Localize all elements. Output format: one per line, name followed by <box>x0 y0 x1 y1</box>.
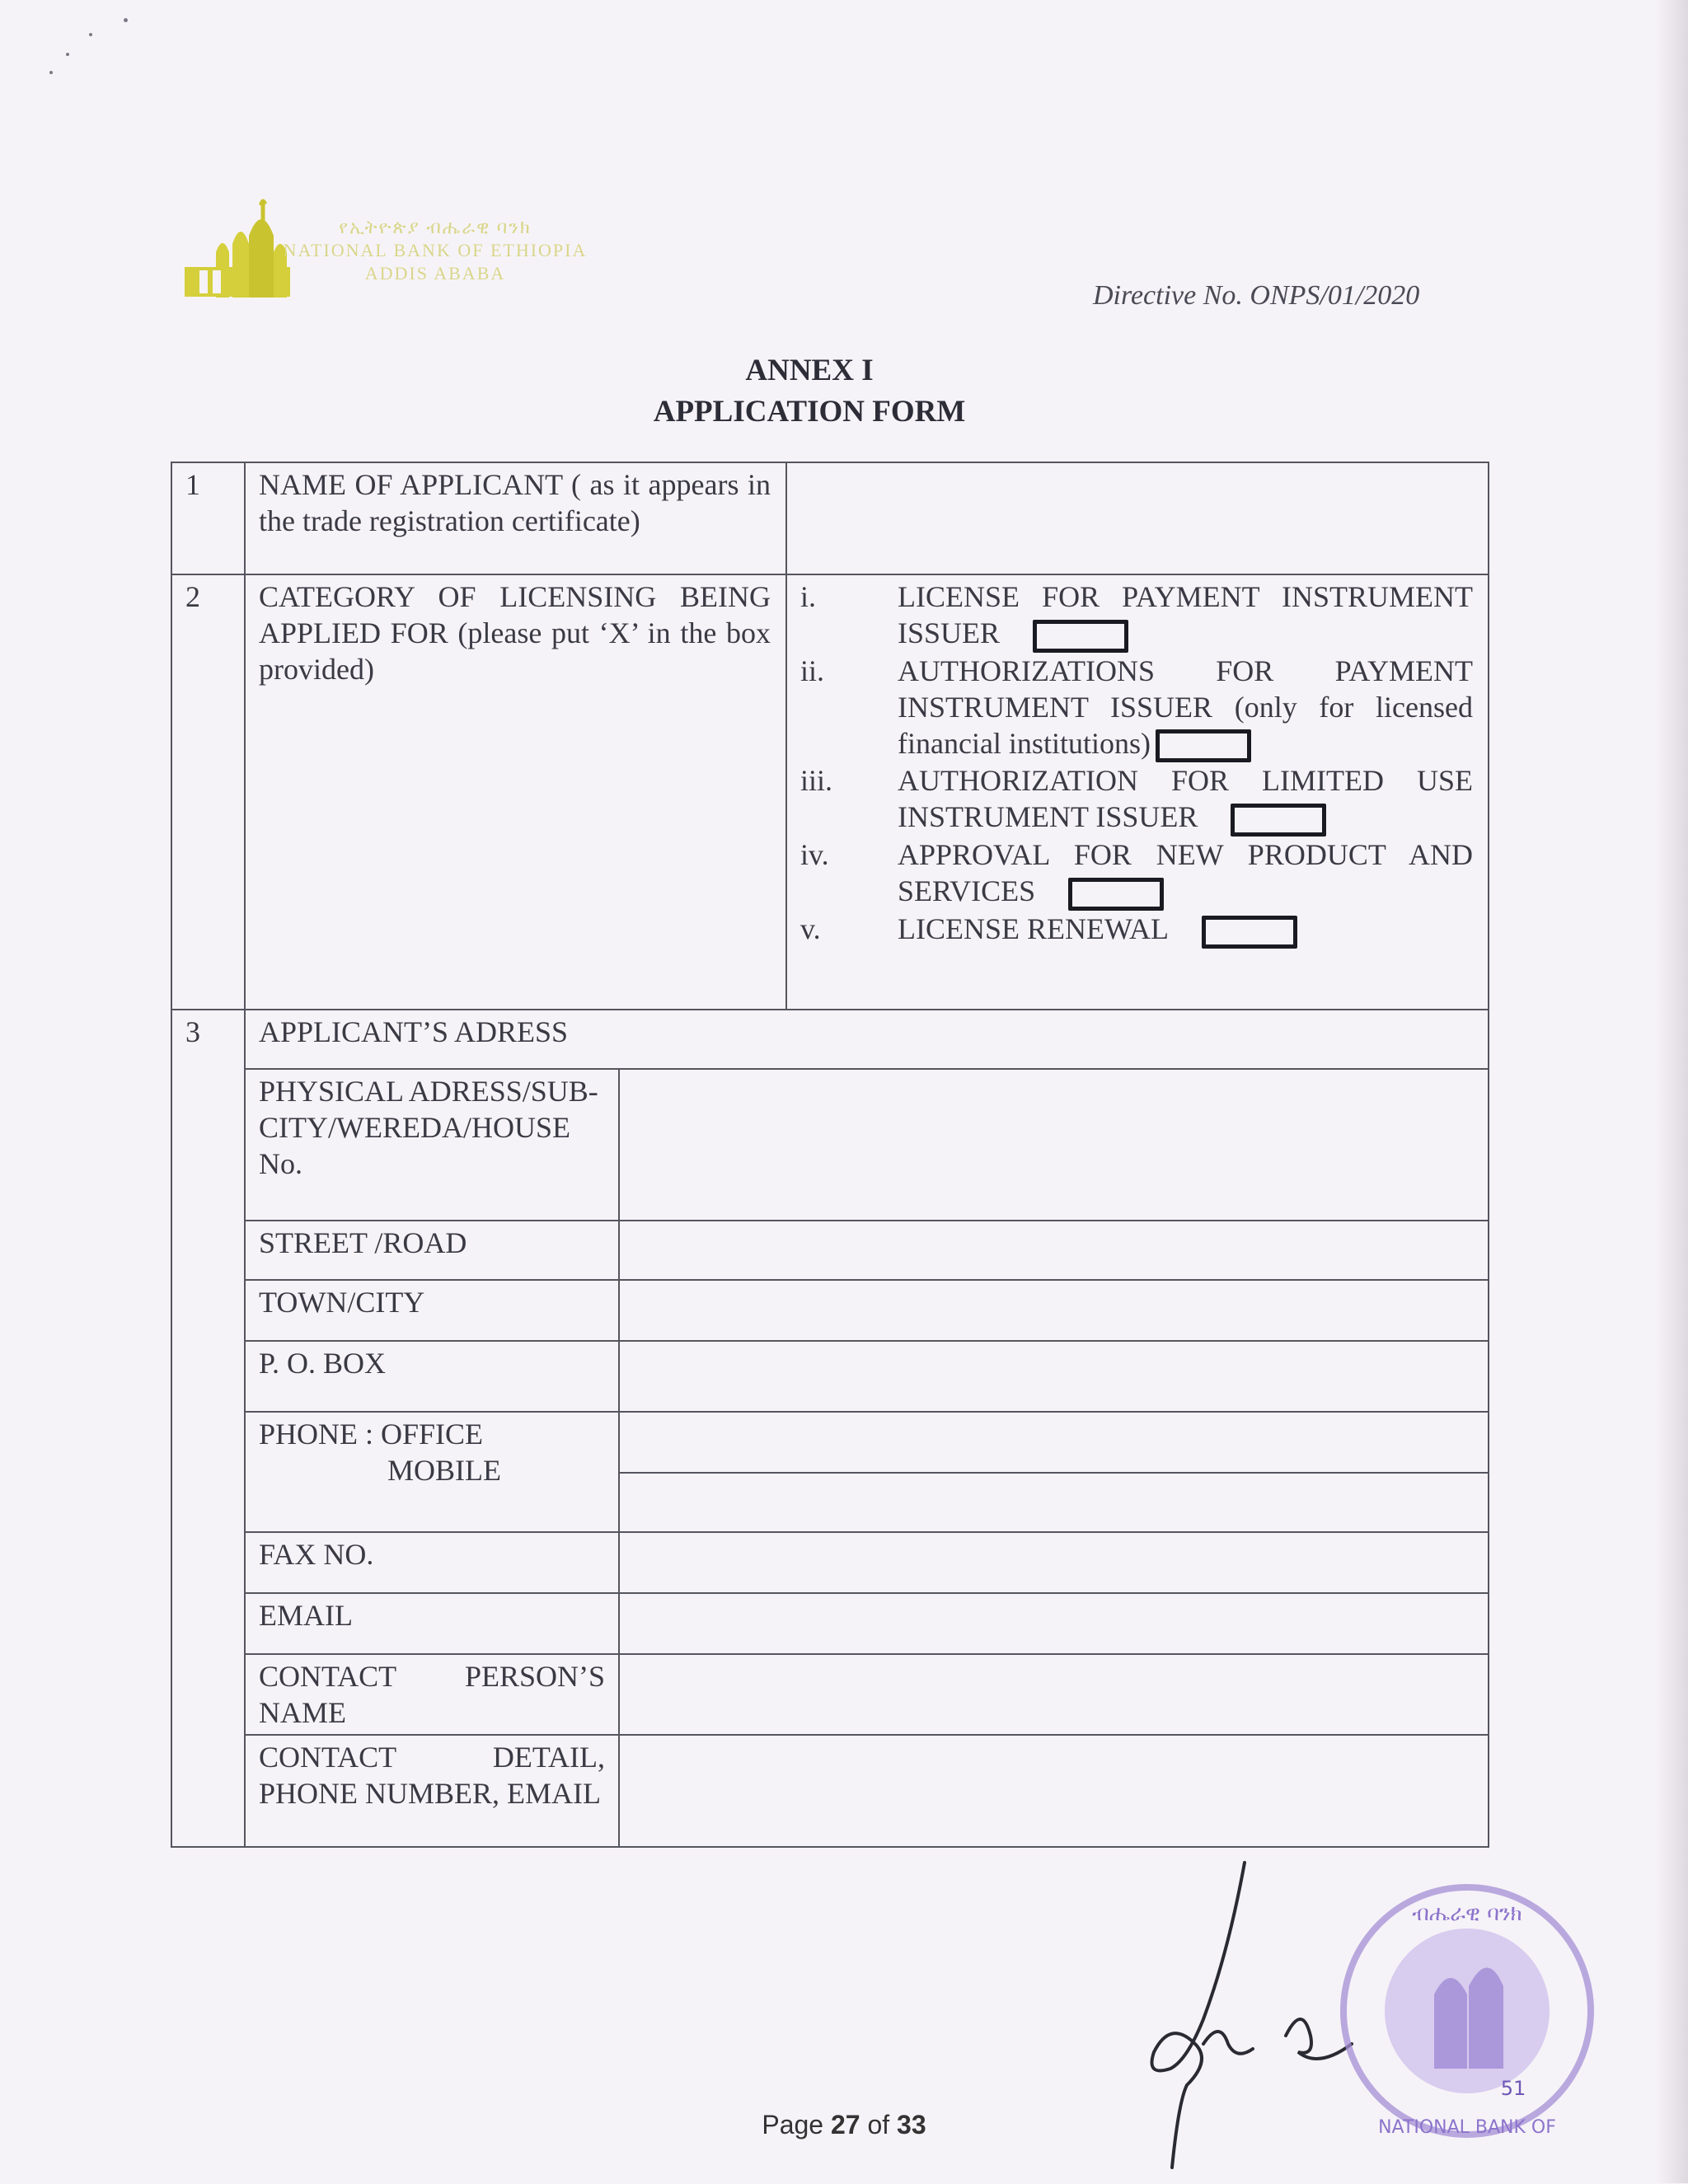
option-label: LICENSE FOR PAYMENT INSTRUMENT ISSUER <box>898 580 1473 649</box>
option-checkbox[interactable] <box>1231 804 1326 837</box>
form-title: APPLICATION FORM <box>653 395 966 429</box>
street-field[interactable] <box>619 1221 1489 1280</box>
scan-speck <box>49 71 53 74</box>
phone-office-field[interactable] <box>619 1412 1489 1473</box>
address-row-contact-name <box>171 1654 1489 1735</box>
option-numeral: iv. <box>800 838 829 872</box>
scan-speck <box>89 33 92 36</box>
email-field[interactable] <box>619 1593 1489 1654</box>
option-label: AUTHORIZATION FOR LIMITED USE INSTRUMENT ISSUER <box>898 764 1473 834</box>
row-number: 3 <box>171 1010 245 1847</box>
email-label: EMAIL <box>245 1593 619 1654</box>
address-row-phone-office <box>171 1412 1489 1473</box>
option-license-payment-issuer <box>800 579 1473 653</box>
option-numeral: ii. <box>800 654 825 687</box>
row-number: 1 <box>171 462 245 574</box>
town-label: TOWN/CITY <box>245 1280 619 1341</box>
option-checkbox[interactable] <box>1156 729 1251 762</box>
pobox-field[interactable] <box>619 1341 1489 1412</box>
page-footer <box>0 2110 1688 2140</box>
license-category-label: CATEGORY OF LICENSING BEING APPLIED FOR (please put ‘X’ in the box provided) <box>245 574 786 1010</box>
option-label: AUTHORIZATIONS FOR PAYMENT INSTRUMENT ISSUER (only for licensed financial institutions) <box>898 654 1473 760</box>
form-row-3-header <box>171 1010 1489 1069</box>
phone-label <box>245 1412 619 1532</box>
option-checkbox[interactable] <box>1033 620 1128 653</box>
applicant-name-field[interactable] <box>786 462 1489 574</box>
logo-line-city: ADDIS ABABA <box>364 263 506 284</box>
page-edge-shadow <box>1655 0 1688 2183</box>
address-row-pobox <box>171 1341 1489 1412</box>
official-stamp <box>1327 1871 1607 2151</box>
street-label: STREET /ROAD <box>245 1221 619 1280</box>
contact-name-label: CONTACT PERSON’S NAME <box>245 1654 619 1735</box>
phone-office-label: PHONE : OFFICE <box>259 1418 484 1451</box>
fax-field[interactable] <box>619 1532 1489 1593</box>
logo-line-english: NATIONAL BANK OF ETHIOPIA <box>283 240 588 260</box>
option-authorization-payment-issuer <box>800 653 1473 763</box>
address-row-town <box>171 1280 1489 1341</box>
option-limited-use-issuer <box>800 762 1473 837</box>
total-page-number: 33 <box>897 2110 926 2139</box>
row-number: 2 <box>171 574 245 1010</box>
directive-number: Directive No. ONPS/01/2020 <box>1093 280 1420 311</box>
option-checkbox[interactable] <box>1068 878 1164 911</box>
phone-mobile-label: MOBILE <box>387 1454 501 1487</box>
license-category-options <box>786 574 1489 1010</box>
contact-detail-field[interactable] <box>619 1735 1489 1847</box>
contact-detail-label: CONTACT DETAIL, PHONE NUMBER, EMAIL <box>245 1735 619 1847</box>
town-field[interactable] <box>619 1280 1489 1341</box>
scan-speck <box>66 53 69 56</box>
option-label: LICENSE RENEWAL <box>898 912 1169 945</box>
option-numeral: v. <box>800 912 821 945</box>
logo-line-amharic: የኢትዮጵያ ብሔራዊ ባንክ <box>339 217 532 237</box>
phone-mobile-field[interactable] <box>619 1473 1489 1532</box>
address-row-contact-detail <box>171 1735 1489 1847</box>
address-row-email <box>171 1593 1489 1654</box>
stamp-top-text: ብሔራዊ ባንክ <box>1412 1901 1522 1926</box>
physical-address-field[interactable] <box>619 1069 1489 1221</box>
stamp-number: 51 <box>1500 2077 1526 2100</box>
application-form-table <box>171 462 1489 1848</box>
applicant-address-label: APPLICANT’S ADRESS <box>245 1010 1489 1069</box>
fax-label: FAX NO. <box>245 1532 619 1593</box>
option-license-renewal <box>800 911 1473 949</box>
physical-address-label: PHYSICAL ADRESS/SUB-CITY/WEREDA/HOUSE No. <box>245 1069 619 1221</box>
page-of: of <box>860 2110 898 2139</box>
option-numeral: iii. <box>800 764 833 798</box>
form-row-1 <box>171 462 1489 574</box>
form-row-2 <box>171 574 1489 1010</box>
scan-speck <box>124 18 128 22</box>
option-label: APPROVAL FOR NEW PRODUCT AND SERVICES <box>898 838 1473 908</box>
option-numeral: i. <box>800 580 817 613</box>
current-page-number: 27 <box>830 2110 860 2139</box>
address-row-street <box>171 1221 1489 1280</box>
logo-text <box>279 216 592 285</box>
applicant-name-label: NAME OF APPLICANT ( as it appears in the trade registration certificate) <box>245 462 786 574</box>
annex-title: ANNEX I <box>745 354 874 387</box>
address-row-physical <box>171 1069 1489 1221</box>
pobox-label: P. O. BOX <box>245 1341 619 1412</box>
contact-name-field[interactable] <box>619 1654 1489 1735</box>
option-checkbox[interactable] <box>1202 916 1297 949</box>
page-prefix: Page <box>762 2110 831 2139</box>
stamp-bottom-text: NATIONAL BANK OF <box>1378 2117 1556 2138</box>
option-new-product-approval <box>800 837 1473 911</box>
address-row-fax <box>171 1532 1489 1593</box>
